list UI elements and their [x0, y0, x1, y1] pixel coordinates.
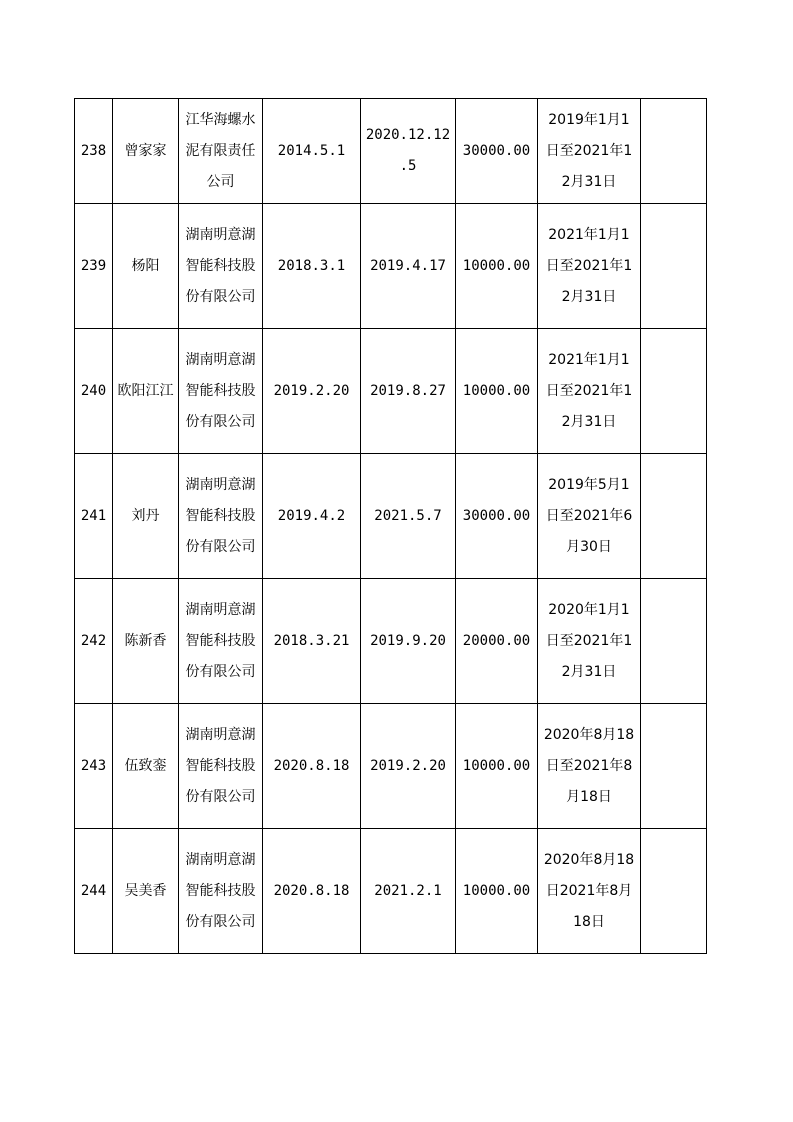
- period: 2019年5月1日至2021年6月30日: [538, 454, 641, 579]
- note: [641, 829, 707, 954]
- table-row: [75, 454, 707, 579]
- period: 2021年1月1日至2021年12月31日: [538, 204, 641, 329]
- end-date: 2020.12.12 .5: [361, 99, 456, 204]
- row-number: 244: [75, 829, 113, 954]
- start-date: 2014.5.1: [263, 99, 361, 204]
- end-date: 2021.2.1: [361, 829, 456, 954]
- end-date: 2019.8.27: [361, 329, 456, 454]
- table-row: [75, 329, 707, 454]
- row-number: 239: [75, 204, 113, 329]
- note: [641, 204, 707, 329]
- amount: 30000.00: [456, 99, 538, 204]
- person-name: 刘丹: [113, 454, 179, 579]
- period: 2019年1月1日至2021年12月31日: [538, 99, 641, 204]
- start-date: 2020.8.18: [263, 704, 361, 829]
- table-row: [75, 204, 707, 329]
- end-date: 2019.4.17: [361, 204, 456, 329]
- table-row: [75, 579, 707, 704]
- end-date: 2019.2.20: [361, 704, 456, 829]
- amount: 10000.00: [456, 329, 538, 454]
- amount: 10000.00: [456, 829, 538, 954]
- person-name: 曾家家: [113, 99, 179, 204]
- start-date: 2018.3.21: [263, 579, 361, 704]
- end-date: 2021.5.7: [361, 454, 456, 579]
- amount: 20000.00: [456, 579, 538, 704]
- end-date: 2019.9.20: [361, 579, 456, 704]
- person-name: 伍致銮: [113, 704, 179, 829]
- period: 2021年1月1日至2021年12月31日: [538, 329, 641, 454]
- note: [641, 329, 707, 454]
- table-row: [75, 704, 707, 829]
- amount: 10000.00: [456, 704, 538, 829]
- company-name: 湖南明意湖智能科技股份有限公司: [179, 204, 263, 329]
- person-name: 杨阳: [113, 204, 179, 329]
- period: 2020年1月1日至2021年12月31日: [538, 579, 641, 704]
- row-number: 243: [75, 704, 113, 829]
- note: [641, 704, 707, 829]
- company-name: 湖南明意湖智能科技股份有限公司: [179, 329, 263, 454]
- person-name: 陈新香: [113, 579, 179, 704]
- start-date: 2019.2.20: [263, 329, 361, 454]
- table-row: [75, 99, 707, 204]
- records-table: [74, 98, 707, 954]
- table-row: [75, 829, 707, 954]
- company-name: 湖南明意湖智能科技股份有限公司: [179, 454, 263, 579]
- note: [641, 579, 707, 704]
- start-date: 2018.3.1: [263, 204, 361, 329]
- period: 2020年8月18日至2021年8月18日: [538, 704, 641, 829]
- company-name: 湖南明意湖智能科技股份有限公司: [179, 829, 263, 954]
- company-name: 江华海螺水泥有限责任公司: [179, 99, 263, 204]
- row-number: 241: [75, 454, 113, 579]
- company-name: 湖南明意湖智能科技股份有限公司: [179, 579, 263, 704]
- row-number: 242: [75, 579, 113, 704]
- amount: 30000.00: [456, 454, 538, 579]
- row-number: 238: [75, 99, 113, 204]
- start-date: 2019.4.2: [263, 454, 361, 579]
- period: 2020年8月18日2021年8月18日: [538, 829, 641, 954]
- note: [641, 99, 707, 204]
- company-name: 湖南明意湖智能科技股份有限公司: [179, 704, 263, 829]
- person-name: 吴美香: [113, 829, 179, 954]
- row-number: 240: [75, 329, 113, 454]
- amount: 10000.00: [456, 204, 538, 329]
- note: [641, 454, 707, 579]
- start-date: 2020.8.18: [263, 829, 361, 954]
- person-name: 欧阳江江: [113, 329, 179, 454]
